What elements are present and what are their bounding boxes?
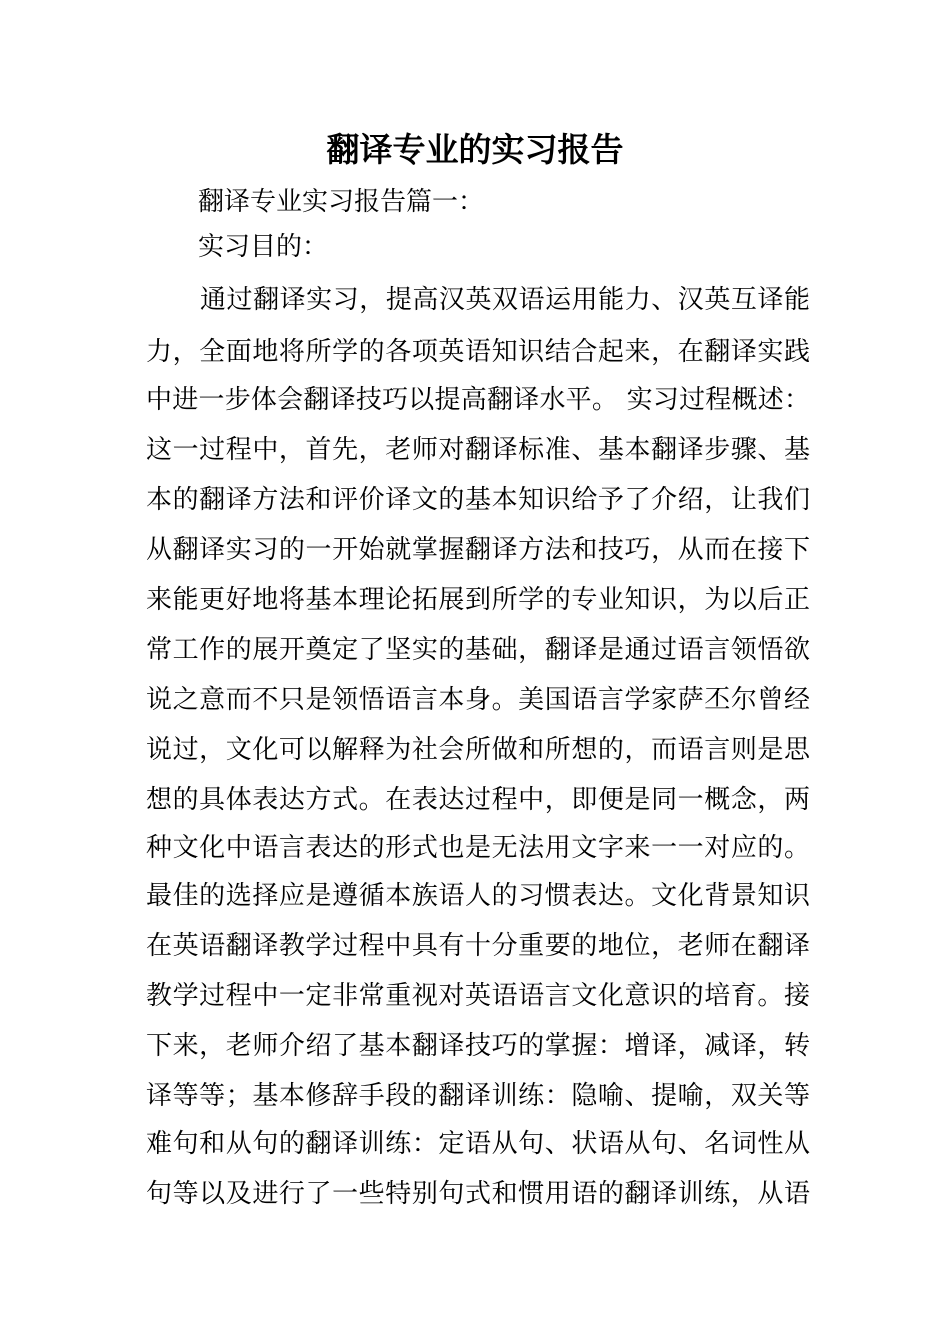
body-line: 难句和从句的翻译训练：定语从句、状语从句、名词性从 (146, 1129, 810, 1159)
body-line: 说之意而不只是领悟语言本身。美国语言学家萨丕尔曾经 (146, 685, 810, 715)
body-line: 这一过程中，首先，老师对翻译标准、基本翻译步骤、基 (146, 435, 810, 465)
body-line: 从翻译实习的一开始就掌握翻译方法和技巧，从而在接下 (146, 535, 810, 565)
body-line: 教学过程中一定非常重视对英语语言文化意识的培育。接 (146, 981, 810, 1011)
body-line: 在英语翻译教学过程中具有十分重要的地位，老师在翻译 (146, 931, 810, 961)
body-line: 来能更好地将基本理论拓展到所学的专业知识，为以后正 (146, 585, 810, 615)
section-heading: 翻译专业实习报告篇一： (198, 187, 485, 217)
body-line: 种文化中语言表达的形式也是无法用文字来一一对应的。 (146, 833, 810, 863)
body-line: 说过，文化可以解释为社会所做和所想的，而语言则是思 (146, 735, 810, 765)
body-line: 最佳的选择应是遵循本族语人的习惯表达。文化背景知识 (146, 881, 810, 911)
body-line: 通过翻译实习，提高汉英双语运用能力、汉英互译能 (200, 285, 810, 315)
body-line: 译等等；基本修辞手段的翻译训练：隐喻、提喻，双关等 (146, 1081, 810, 1111)
body-line: 常工作的展开奠定了坚实的基础，翻译是通过语言领悟欲 (146, 635, 810, 665)
body-line: 中进一步体会翻译技巧以提高翻译水平。 实习过程概述： (146, 385, 810, 415)
body-line: 力，全面地将所学的各项英语知识结合起来，在翻译实践 (146, 337, 810, 367)
body-line: 句等以及进行了一些特别句式和惯用语的翻译训练，从语 (146, 1179, 810, 1209)
body-line: 本的翻译方法和评价译文的基本知识给予了介绍，让我们 (146, 485, 810, 515)
body-line: 想的具体表达方式。在表达过程中，即便是同一概念，两 (146, 785, 810, 815)
subsection-heading: 实习目的： (198, 232, 329, 262)
body-line: 下来，老师介绍了基本翻译技巧的掌握：增译，减译，转 (146, 1031, 810, 1061)
document-title: 翻译专业的实习报告 (326, 130, 624, 169)
